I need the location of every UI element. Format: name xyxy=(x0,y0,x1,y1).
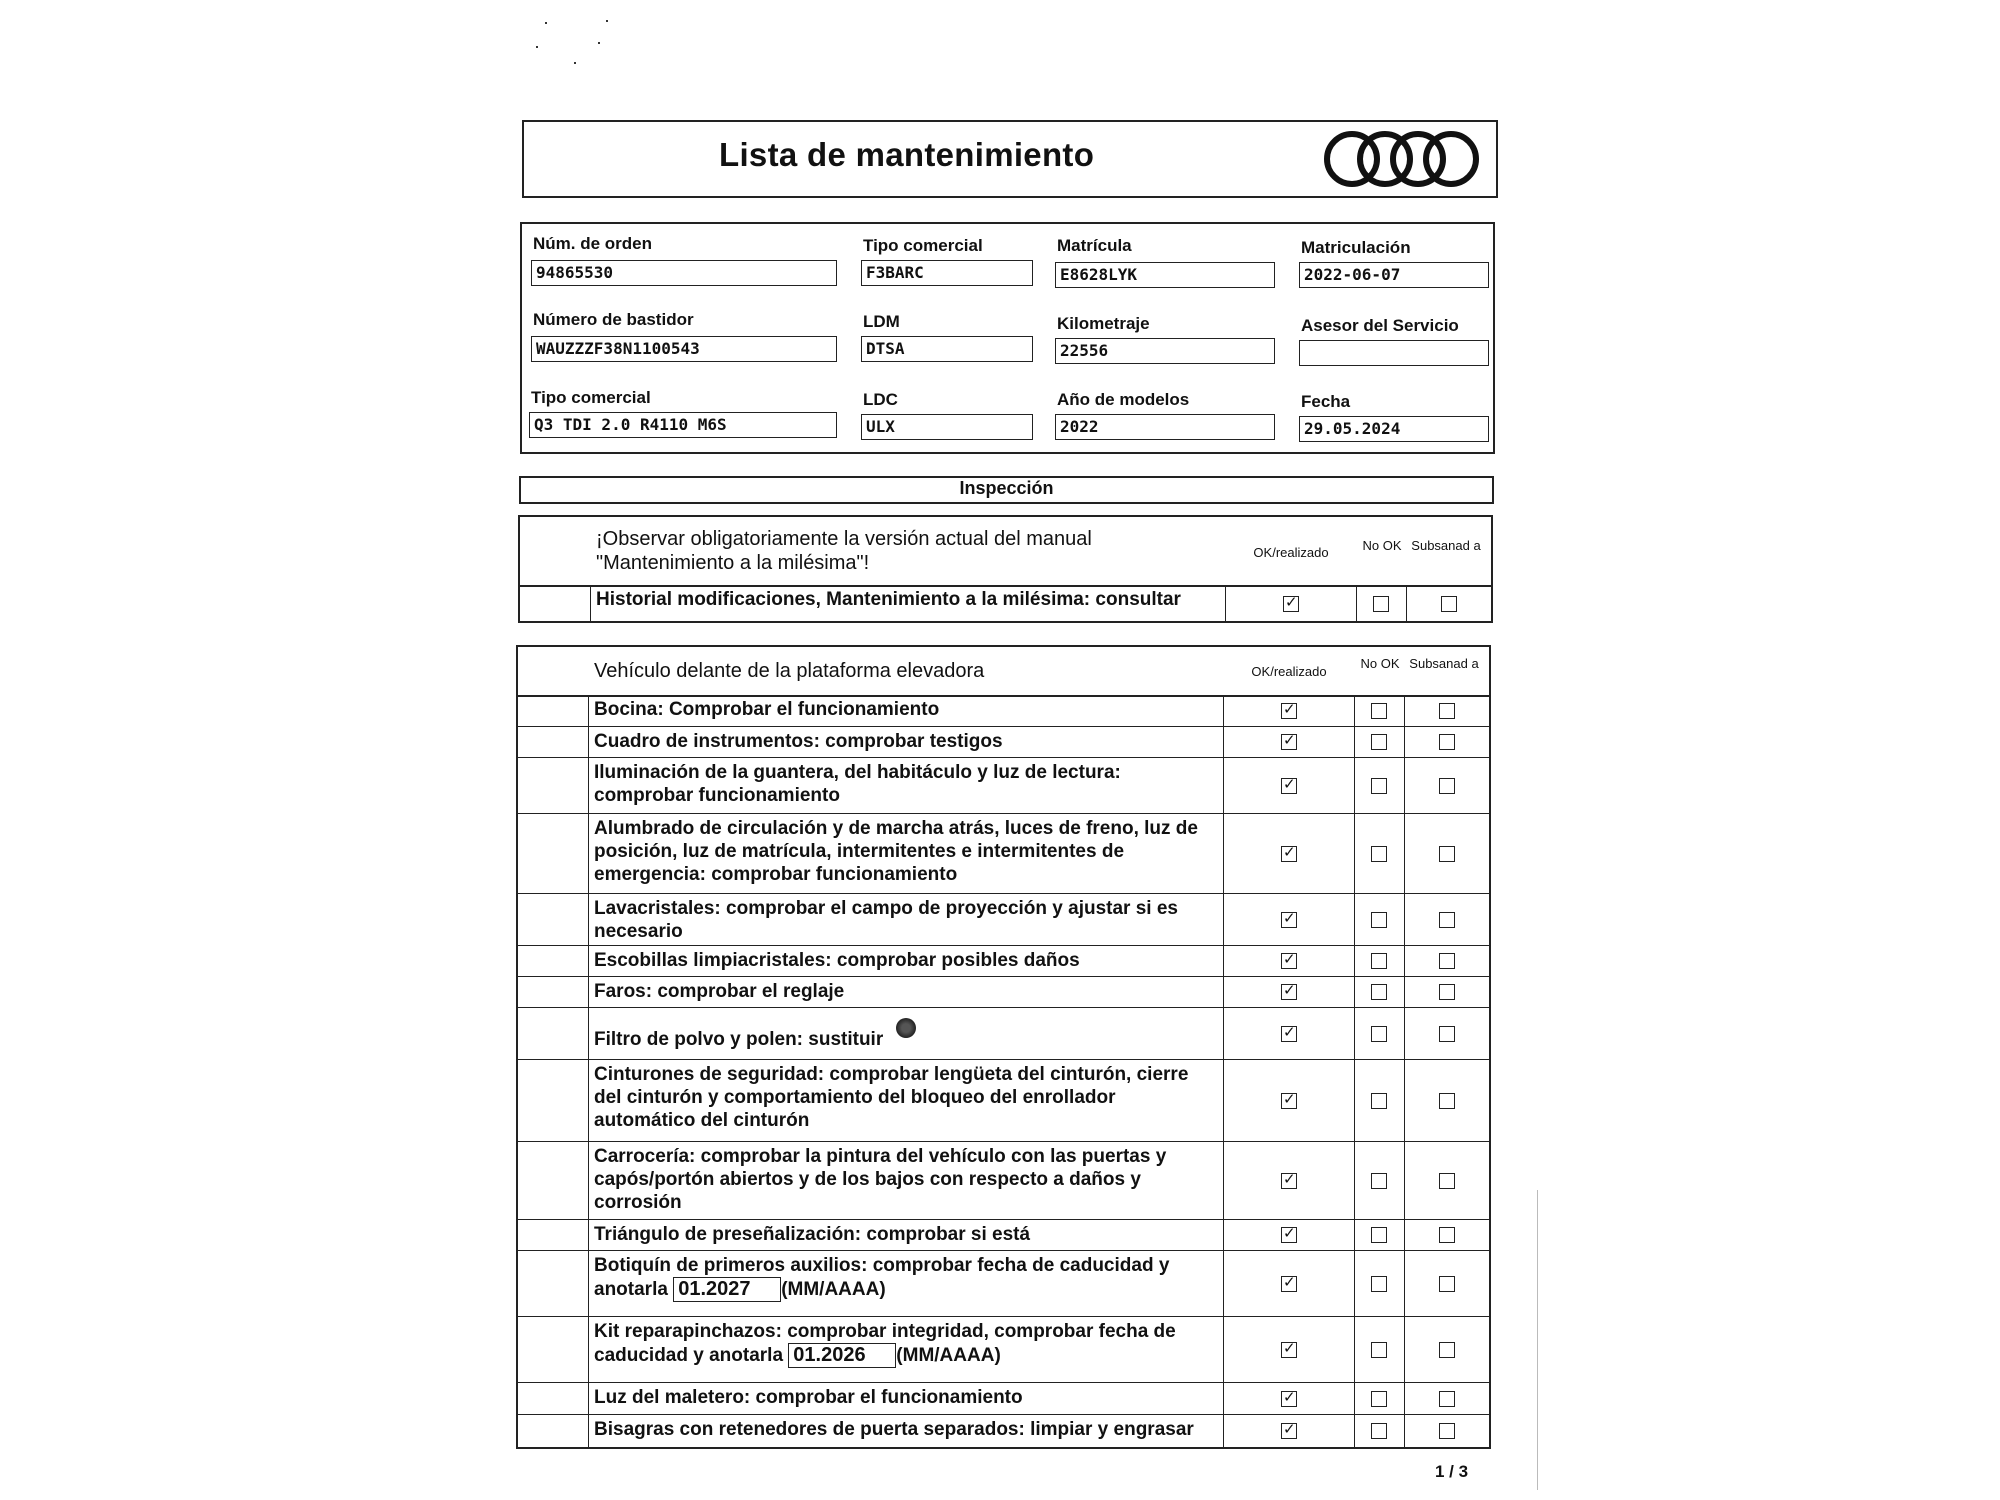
label-bastidor: Número de bastidor xyxy=(533,310,694,329)
no-ok-checkbox[interactable] xyxy=(1371,953,1387,969)
no-ok-checkbox[interactable] xyxy=(1371,1391,1387,1407)
no-ok-cell xyxy=(1354,946,1405,976)
row-index-cell xyxy=(520,585,591,623)
col-header-no-ok: No OK xyxy=(1360,656,1400,671)
no-ok-checkbox[interactable] xyxy=(1371,1173,1387,1189)
label-ldc: LDC xyxy=(863,390,898,409)
checklist-row xyxy=(518,1383,1489,1415)
subsanada-cell xyxy=(1404,1220,1489,1250)
ok-cell xyxy=(1224,1251,1355,1316)
section-header xyxy=(520,517,1491,587)
ok-checkbox[interactable] xyxy=(1281,1276,1297,1292)
checklist-row xyxy=(518,1008,1489,1060)
expiry-date-field[interactable]: 01.2027 xyxy=(673,1277,781,1302)
scan-speck xyxy=(574,62,576,64)
row-description xyxy=(588,1251,1224,1316)
checklist-row xyxy=(518,1415,1489,1447)
ok-cell xyxy=(1224,1317,1355,1382)
date-format-hint: (MM/AAAA) xyxy=(781,1279,886,1300)
col-header-ok: OK/realizado xyxy=(1251,664,1327,679)
subsanada-checkbox[interactable] xyxy=(1439,1026,1455,1042)
row-index-cell xyxy=(518,814,589,893)
scan-speck xyxy=(606,20,608,22)
field-tipo-comercial-code[interactable]: F3BARC xyxy=(861,260,1033,286)
no-ok-cell xyxy=(1354,1060,1405,1141)
section-rows xyxy=(518,695,1489,1447)
no-ok-checkbox[interactable] xyxy=(1373,596,1389,612)
field-kilometraje[interactable]: 22556 xyxy=(1055,338,1275,364)
no-ok-checkbox[interactable] xyxy=(1371,984,1387,1000)
ok-checkbox[interactable] xyxy=(1281,1093,1297,1109)
checklist-row xyxy=(518,1060,1489,1142)
subsanada-cell xyxy=(1404,1142,1489,1219)
ok-cell xyxy=(1224,695,1355,726)
field-matriculacion[interactable]: 2022-06-07 xyxy=(1299,262,1489,288)
subsanada-checkbox[interactable] xyxy=(1439,734,1455,750)
no-ok-cell xyxy=(1354,1008,1405,1059)
row-description xyxy=(590,585,1226,623)
checklist-row xyxy=(518,1317,1489,1383)
label-asesor: Asesor del Servicio xyxy=(1301,316,1459,335)
no-ok-cell xyxy=(1354,758,1405,813)
row-index-cell xyxy=(518,946,589,976)
no-ok-cell xyxy=(1354,1251,1405,1316)
no-ok-checkbox[interactable] xyxy=(1371,912,1387,928)
no-ok-cell xyxy=(1354,1317,1405,1382)
field-matricula[interactable]: E8628LYK xyxy=(1055,262,1275,288)
title-frame xyxy=(522,120,1498,198)
row-text: Bocina: Comprobar el funcionamiento xyxy=(594,699,940,720)
row-text: Botiquín de primeros auxilios: comprobar fecha de caducidad y anotarla xyxy=(594,1255,1170,1300)
no-ok-cell xyxy=(1354,1220,1405,1250)
scan-speck xyxy=(545,22,547,24)
ok-cell xyxy=(1224,1415,1355,1447)
no-ok-checkbox[interactable] xyxy=(1371,1093,1387,1109)
subsanada-checkbox[interactable] xyxy=(1439,1391,1455,1407)
row-description xyxy=(588,814,1224,893)
scan-speck xyxy=(598,42,600,44)
no-ok-cell xyxy=(1354,894,1405,945)
row-text: Filtro de polvo y polen: sustituir xyxy=(594,1029,884,1050)
subsanada-cell xyxy=(1404,695,1489,726)
page-title: Lista de mantenimiento xyxy=(719,136,1095,173)
row-description xyxy=(588,1415,1224,1447)
row-description xyxy=(588,1142,1224,1219)
row-index-cell xyxy=(518,1008,589,1059)
ok-checkbox[interactable] xyxy=(1281,1391,1297,1407)
label-anio-modelos: Año de modelos xyxy=(1057,390,1190,409)
field-ldc[interactable]: ULX xyxy=(861,414,1033,440)
col-header-ok: OK/realizado xyxy=(1253,545,1329,560)
row-text: Triángulo de preseñalización: comprobar si está xyxy=(594,1224,1031,1245)
row-description xyxy=(588,1383,1224,1414)
subsanada-checkbox[interactable] xyxy=(1439,703,1455,719)
ok-checkbox[interactable] xyxy=(1281,1227,1297,1243)
no-ok-cell xyxy=(1354,977,1405,1007)
row-index-cell xyxy=(518,695,589,726)
checklist-row xyxy=(518,758,1489,814)
label-matriculacion: Matriculación xyxy=(1301,238,1411,257)
ok-checkbox[interactable] xyxy=(1281,1342,1297,1358)
field-tipo-comercial[interactable]: Q3 TDI 2.0 R4110 M6S xyxy=(529,412,837,438)
section-title: ¡Observar obligatoriamente la versión actual del manual "Mantenimiento a la milésima"! xyxy=(596,528,1092,574)
subsanada-cell xyxy=(1406,585,1491,623)
checklist-row xyxy=(518,814,1489,894)
row-text: Bisagras con retenedores de puerta separados: limpiar y engrasar xyxy=(594,1419,1194,1440)
inspection-bar: Inspección xyxy=(519,476,1494,504)
col-header-subsanada: Subsanad a xyxy=(1411,538,1481,553)
row-text: Historial modificaciones, Mantenimiento a la milésima: consultar xyxy=(596,589,1181,610)
subsanada-cell xyxy=(1404,1008,1489,1059)
row-description xyxy=(588,1220,1224,1250)
no-ok-checkbox[interactable] xyxy=(1371,1342,1387,1358)
ok-cell xyxy=(1224,1060,1355,1141)
label-fecha: Fecha xyxy=(1301,392,1351,411)
no-ok-cell xyxy=(1354,695,1405,726)
subsanada-cell xyxy=(1404,727,1489,757)
field-ldm[interactable]: DTSA xyxy=(861,336,1033,362)
subsanada-cell xyxy=(1404,1060,1489,1141)
subsanada-checkbox[interactable] xyxy=(1439,1276,1455,1292)
field-asesor[interactable] xyxy=(1299,340,1489,366)
subsanada-checkbox[interactable] xyxy=(1439,778,1455,794)
no-ok-cell xyxy=(1354,1383,1405,1414)
subsanada-checkbox[interactable] xyxy=(1439,953,1455,969)
field-fecha[interactable]: 29.05.2024 xyxy=(1299,416,1489,442)
expiry-date-field[interactable]: 01.2026 xyxy=(788,1343,896,1368)
row-description xyxy=(588,1060,1224,1141)
row-text: Luz del maletero: comprobar el funcionamiento xyxy=(594,1387,1023,1408)
label-tipo-comercial: Tipo comercial xyxy=(531,388,651,407)
row-text: Escobillas limpiacristales: comprobar posibles daños xyxy=(594,950,1080,971)
row-index-cell xyxy=(518,1060,589,1141)
subsanada-cell xyxy=(1404,946,1489,976)
row-index-cell xyxy=(518,894,589,945)
checklist-row xyxy=(518,1142,1489,1220)
ok-cell xyxy=(1224,1008,1355,1059)
audi-rings-logo xyxy=(1319,128,1485,190)
vehicle-info-block xyxy=(520,222,1495,454)
ok-cell xyxy=(1224,1383,1355,1414)
ok-checkbox[interactable] xyxy=(1283,596,1299,612)
no-ok-checkbox[interactable] xyxy=(1371,734,1387,750)
checklist-row xyxy=(518,1220,1489,1251)
row-index-cell xyxy=(518,977,589,1007)
row-description xyxy=(588,695,1224,726)
subsanada-cell xyxy=(1404,894,1489,945)
row-description xyxy=(588,946,1224,976)
subsanada-cell xyxy=(1404,1317,1489,1382)
scan-speck xyxy=(536,46,538,48)
row-text: Kit reparapinchazos: comprobar integridad, comprobar fecha de caducidad y anotarla xyxy=(594,1321,1176,1366)
no-ok-checkbox[interactable] xyxy=(1371,1026,1387,1042)
row-description xyxy=(588,727,1224,757)
ok-checkbox[interactable] xyxy=(1281,1423,1297,1439)
ok-checkbox[interactable] xyxy=(1281,703,1297,719)
subsanada-cell xyxy=(1404,1251,1489,1316)
row-text: Alumbrado de circulación y de marcha atrás, luces de freno, luz de posición, luz de matrícula, intermitentes e intermitentes de emergencia: comprobar funcionamiento xyxy=(594,818,1198,885)
row-text: Faros: comprobar el reglaje xyxy=(594,981,845,1002)
ok-cell xyxy=(1226,585,1357,623)
row-description xyxy=(588,977,1224,1007)
row-description xyxy=(588,894,1224,945)
no-ok-checkbox[interactable] xyxy=(1371,703,1387,719)
section-title: Vehículo delante de la plataforma elevadora xyxy=(594,660,985,682)
ok-cell xyxy=(1224,727,1355,757)
no-ok-checkbox[interactable] xyxy=(1371,846,1387,862)
checklist-row xyxy=(518,695,1489,727)
row-index-cell xyxy=(518,1383,589,1414)
section-header xyxy=(518,647,1489,697)
row-description xyxy=(588,758,1224,813)
no-ok-checkbox[interactable] xyxy=(1371,1423,1387,1439)
subsanada-cell xyxy=(1404,977,1489,1007)
ok-cell xyxy=(1224,758,1355,813)
section-rows xyxy=(520,585,1491,621)
field-bastidor[interactable]: WAUZZZF38N1100543 xyxy=(531,336,837,362)
label-tipo-comercial-code: Tipo comercial xyxy=(863,236,983,255)
label-kilometraje: Kilometraje xyxy=(1057,314,1150,333)
ok-cell xyxy=(1224,814,1355,893)
row-text: Lavacristales: comprobar el campo de proyección y ajustar si es necesario xyxy=(594,898,1178,942)
row-text: Cuadro de instrumentos: comprobar testigos xyxy=(594,731,1003,752)
no-ok-checkbox[interactable] xyxy=(1371,1276,1387,1292)
row-text: Iluminación de la guantera, del habitáculo y luz de lectura: comprobar funcionamiento xyxy=(594,762,1121,806)
col-header-subsanada: Subsanad a xyxy=(1409,656,1479,671)
section-manual-notice xyxy=(518,515,1493,623)
ok-checkbox[interactable] xyxy=(1281,846,1297,862)
row-index-cell xyxy=(518,1142,589,1219)
row-description xyxy=(588,1317,1224,1382)
subsanada-cell xyxy=(1404,758,1489,813)
checklist-row xyxy=(520,585,1491,623)
label-matricula: Matrícula xyxy=(1057,236,1132,255)
ok-cell xyxy=(1224,946,1355,976)
subsanada-cell xyxy=(1404,1415,1489,1447)
ok-cell xyxy=(1224,1220,1355,1250)
subsanada-checkbox[interactable] xyxy=(1439,1227,1455,1243)
row-index-cell xyxy=(518,1415,589,1447)
checklist-row xyxy=(518,977,1489,1008)
subsanada-checkbox[interactable] xyxy=(1439,1342,1455,1358)
no-ok-checkbox[interactable] xyxy=(1371,778,1387,794)
checklist-row xyxy=(518,1251,1489,1317)
checklist-row xyxy=(518,727,1489,758)
ok-checkbox[interactable] xyxy=(1281,953,1297,969)
no-ok-checkbox[interactable] xyxy=(1371,1227,1387,1243)
page-number: 1 / 3 xyxy=(1435,1462,1469,1481)
ok-checkbox[interactable] xyxy=(1281,1173,1297,1189)
section-vehicle-front xyxy=(516,645,1491,1449)
subsanada-checkbox[interactable] xyxy=(1439,1423,1455,1439)
ok-checkbox[interactable] xyxy=(1281,984,1297,1000)
ok-checkbox[interactable] xyxy=(1281,734,1297,750)
subsanada-checkbox[interactable] xyxy=(1439,1173,1455,1189)
subsanada-checkbox[interactable] xyxy=(1439,846,1455,862)
label-ldm: LDM xyxy=(863,312,900,331)
label-num-orden: Núm. de orden xyxy=(533,234,653,253)
scan-edge-line xyxy=(1537,1190,1538,1490)
subsanada-checkbox[interactable] xyxy=(1439,984,1455,1000)
ok-cell xyxy=(1224,894,1355,945)
subsanada-checkbox[interactable] xyxy=(1441,596,1457,612)
ok-checkbox[interactable] xyxy=(1281,778,1297,794)
no-ok-cell xyxy=(1354,1415,1405,1447)
no-ok-cell xyxy=(1354,814,1405,893)
row-text: Carrocería: comprobar la pintura del vehículo con las puertas y capós/portón abiertos y de los bajos con respecto a daños y corrosión xyxy=(594,1146,1167,1213)
ok-checkbox[interactable] xyxy=(1281,912,1297,928)
ok-cell xyxy=(1224,1142,1355,1219)
row-index-cell xyxy=(518,758,589,813)
subsanada-cell xyxy=(1404,1383,1489,1414)
no-ok-cell xyxy=(1356,585,1407,623)
row-text: Cinturones de seguridad: comprobar lengüeta del cinturón, cierre del cinturón y comportamiento del bloqueo del enrollador automático del cinturón xyxy=(594,1064,1189,1131)
date-format-hint: (MM/AAAA) xyxy=(896,1345,1001,1366)
field-num-orden[interactable]: 94865530 xyxy=(531,260,837,286)
no-ok-cell xyxy=(1354,1142,1405,1219)
row-description xyxy=(588,1008,1224,1059)
no-ok-cell xyxy=(1354,727,1405,757)
ok-checkbox[interactable] xyxy=(1281,1026,1297,1042)
ink-stamp-mark xyxy=(896,1018,916,1038)
checklist-row xyxy=(518,894,1489,946)
row-index-cell xyxy=(518,1220,589,1250)
row-index-cell xyxy=(518,1317,589,1382)
subsanada-cell xyxy=(1404,814,1489,893)
ok-cell xyxy=(1224,977,1355,1007)
row-index-cell xyxy=(518,1251,589,1316)
field-anio-modelos[interactable]: 2022 xyxy=(1055,414,1275,440)
row-index-cell xyxy=(518,727,589,757)
subsanada-checkbox[interactable] xyxy=(1439,912,1455,928)
checklist-row xyxy=(518,946,1489,977)
subsanada-checkbox[interactable] xyxy=(1439,1093,1455,1109)
col-header-no-ok: No OK xyxy=(1362,538,1402,553)
